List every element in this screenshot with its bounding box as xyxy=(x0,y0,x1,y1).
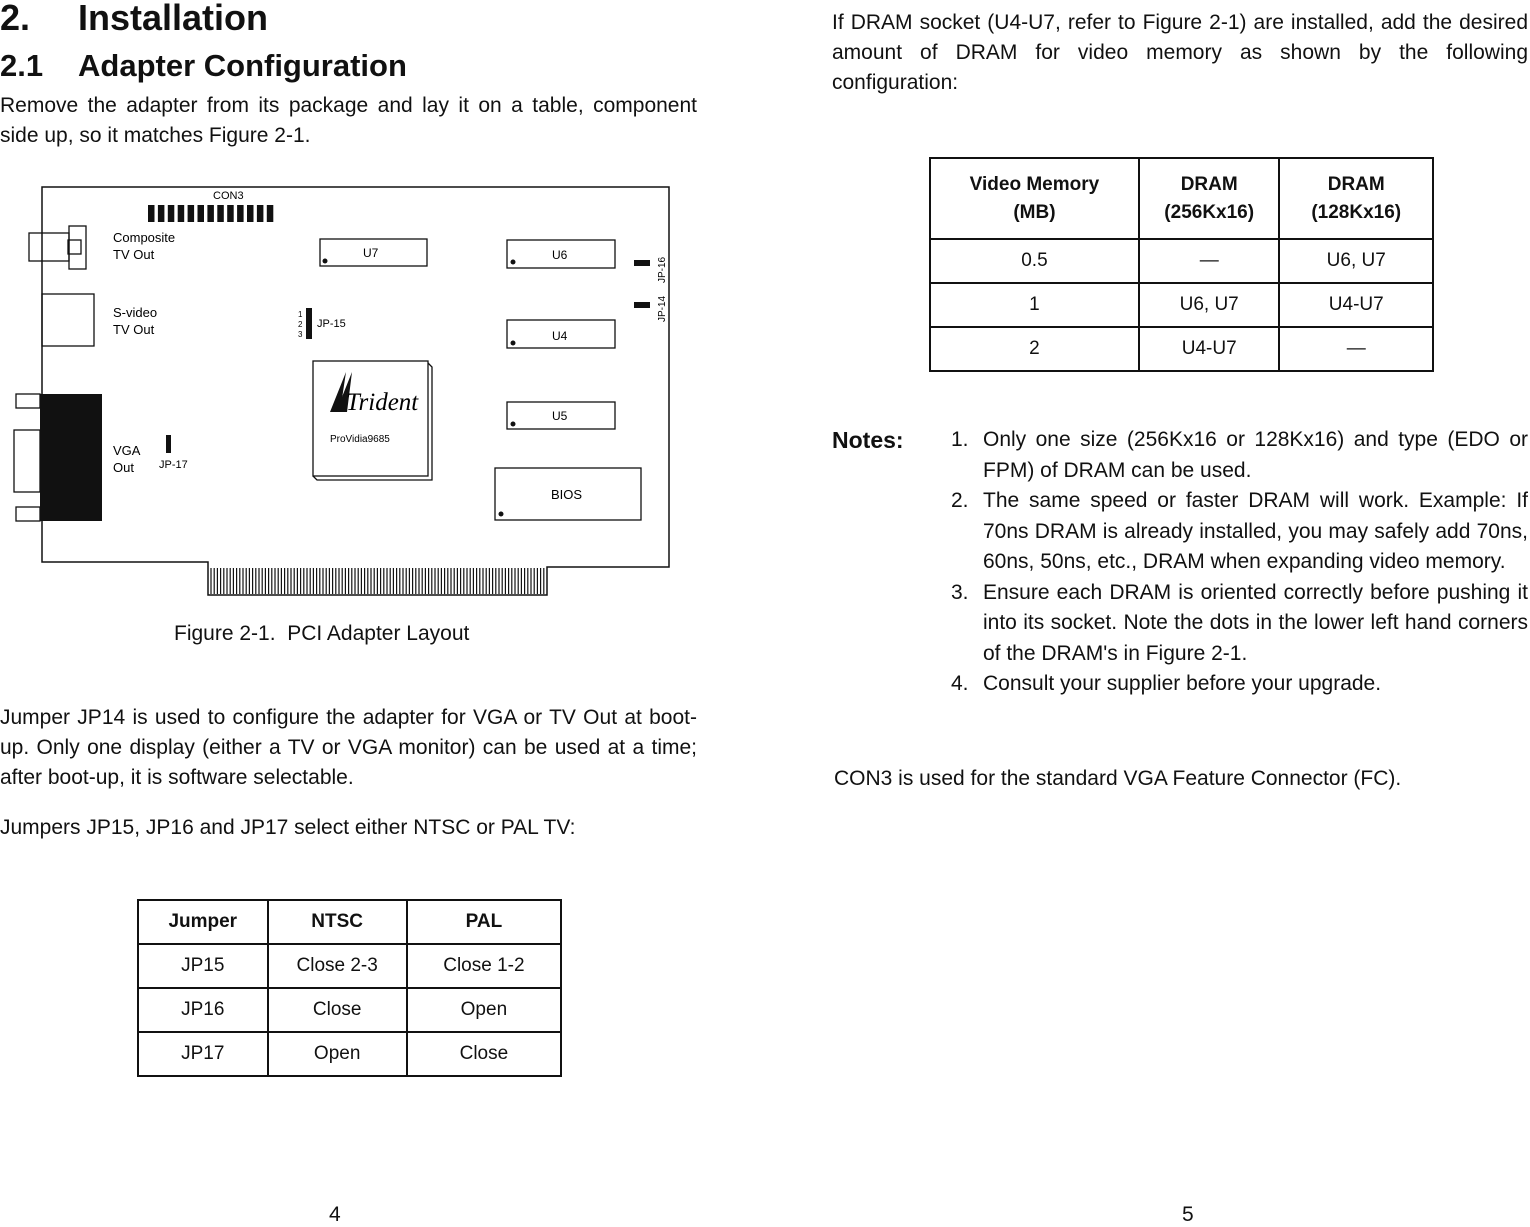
table-row xyxy=(138,1032,561,1076)
jumper-table-header-row xyxy=(138,900,561,944)
list-item xyxy=(951,425,1528,486)
u4-label: U4 xyxy=(552,329,568,343)
figure-caption: Figure 2-1. PCI Adapter Layout xyxy=(174,622,470,645)
table-row xyxy=(138,944,561,988)
u6-label: U6 xyxy=(552,248,568,262)
jumper-header: Jumper xyxy=(138,900,268,944)
table-cell: Open xyxy=(407,988,561,1032)
table-cell: 1 xyxy=(930,283,1139,327)
note-number: 2. xyxy=(951,489,969,512)
composite-label-1: Composite xyxy=(113,230,176,245)
jumpers-paragraph: Jumpers JP15, JP16 and JP17 select either NTSC or PAL TV: xyxy=(0,816,576,839)
intro-paragraph: Remove the adapter from its package and lay it on a table, component side up, so it matches Figure 2-1. xyxy=(0,94,697,147)
con3-paragraph: CON3 is used for the standard VGA Feature Connector (FC). xyxy=(834,767,1402,790)
jp15-jumper xyxy=(306,308,312,339)
subsection-number: 2.1 xyxy=(0,48,44,83)
table-cell: Close 1-2 xyxy=(407,944,561,988)
vga-connector xyxy=(14,394,102,521)
table-cell: U4-U7 xyxy=(1279,283,1433,327)
note-text: The same speed or faster DRAM will work. Example: If 70ns DRAM is already installed, you may safely add 70ns, 60ns, 50ns, etc., DRAM when expanding video memory. xyxy=(983,489,1528,573)
adapter-layout-figure xyxy=(0,180,700,605)
jp15-pin-3: 3 xyxy=(298,330,303,339)
header-line: (256Kx16) xyxy=(1164,201,1255,223)
dram-table xyxy=(929,157,1434,372)
svideo-label-2: TV Out xyxy=(113,322,155,337)
con3-label: CON3 xyxy=(213,190,244,202)
notes-label: Notes: xyxy=(832,427,904,453)
subsection-heading xyxy=(0,50,700,82)
table-row xyxy=(930,239,1433,283)
pal-header: PAL xyxy=(407,900,561,944)
note-text: Consult your supplier before your upgrade. xyxy=(983,672,1382,695)
table-cell: — xyxy=(1139,239,1280,283)
jp17-label: JP-17 xyxy=(159,459,188,471)
table-cell: Open xyxy=(268,1032,407,1076)
table-cell: 2 xyxy=(930,327,1139,371)
u7-label: U7 xyxy=(363,246,379,260)
table-cell: JP16 xyxy=(138,988,268,1032)
jumper-table xyxy=(137,899,562,1077)
svideo-connector xyxy=(42,294,94,346)
table-cell: U4-U7 xyxy=(1139,327,1280,371)
note-number: 1. xyxy=(951,428,969,451)
section-number: 2. xyxy=(0,0,31,38)
table-cell: JP15 xyxy=(138,944,268,988)
header-line: Video Memory xyxy=(969,173,1100,195)
ntsc-header: NTSC xyxy=(268,900,407,944)
chip-model-label: ProVidia9685 xyxy=(330,434,390,445)
dram-256k-header xyxy=(1139,158,1280,239)
header-line: (MB) xyxy=(1013,201,1056,223)
table-cell: U6, U7 xyxy=(1139,283,1280,327)
bios-label: BIOS xyxy=(551,487,583,502)
jp14-jumper xyxy=(634,302,650,308)
page-number-right: 5 xyxy=(1182,1203,1194,1226)
table-cell: Close 2-3 xyxy=(268,944,407,988)
table-row xyxy=(930,327,1433,371)
trident-chip xyxy=(313,361,432,480)
table-row xyxy=(138,988,561,1032)
table-row xyxy=(930,283,1433,327)
dram-intro-paragraph: If DRAM socket (U4-U7, refer to Figure 2-1) are installed, add the desired amount of DRAM for video memory as shown by the following configuration: xyxy=(832,11,1528,94)
table-cell: 0.5 xyxy=(930,239,1139,283)
jp17-jumper xyxy=(166,435,171,453)
header-line: (128Kx16) xyxy=(1311,201,1402,223)
page-number-left: 4 xyxy=(329,1203,341,1226)
header-line: DRAM xyxy=(1327,173,1385,195)
vga-label-2: Out xyxy=(113,460,134,475)
u5-label: U5 xyxy=(552,409,568,423)
table-cell: U6, U7 xyxy=(1279,239,1433,283)
list-item xyxy=(951,486,1528,578)
jp16-jumper xyxy=(634,260,650,266)
table-cell: Close xyxy=(407,1032,561,1076)
table-cell: — xyxy=(1279,327,1433,371)
jp15-pin-1: 1 xyxy=(298,310,303,319)
subsection-title: Adapter Configuration xyxy=(78,48,407,83)
notes-list xyxy=(951,425,1528,700)
list-item xyxy=(951,578,1528,670)
video-memory-header xyxy=(930,158,1139,239)
jp16-label: JP-16 xyxy=(657,256,668,283)
composite-connector xyxy=(29,226,86,269)
chip-brand-label: Trident xyxy=(346,389,419,416)
table-cell: Close xyxy=(268,988,407,1032)
note-text: Only one size (256Kx16 or 128Kx16) and type (EDO or FPM) of DRAM can be used. xyxy=(983,428,1528,482)
jp15-label: JP-15 xyxy=(317,318,346,330)
composite-label-2: TV Out xyxy=(113,247,155,262)
header-line: DRAM xyxy=(1180,173,1238,195)
list-item xyxy=(951,669,1528,700)
dram-128k-header xyxy=(1279,158,1433,239)
note-number: 3. xyxy=(951,580,969,604)
con3-connector xyxy=(148,205,273,222)
table-cell: JP17 xyxy=(138,1032,268,1076)
note-text: Ensure each DRAM is oriented correctly before pushing it into its socket. Note the dots in the lower left hand corners of the DRAM's in Figure 2-1. xyxy=(983,580,1528,665)
note-number: 4. xyxy=(951,672,969,695)
section-title: Installation xyxy=(78,0,269,38)
jp15-pin-2: 2 xyxy=(298,320,303,329)
vga-label-1: VGA xyxy=(113,443,141,458)
section-heading xyxy=(0,0,269,38)
svideo-label-1: S-video xyxy=(113,305,158,320)
jp14-label: JP-14 xyxy=(657,295,668,322)
edge-connector-fingers xyxy=(211,568,544,594)
dram-table-header-row xyxy=(930,158,1433,239)
jp14-paragraph: Jumper JP14 is used to configure the adapter for VGA or TV Out at boot-up. Only one display (either a TV or VGA monitor) can be used at a time; after boot-up, it is software selectable. xyxy=(0,706,697,789)
